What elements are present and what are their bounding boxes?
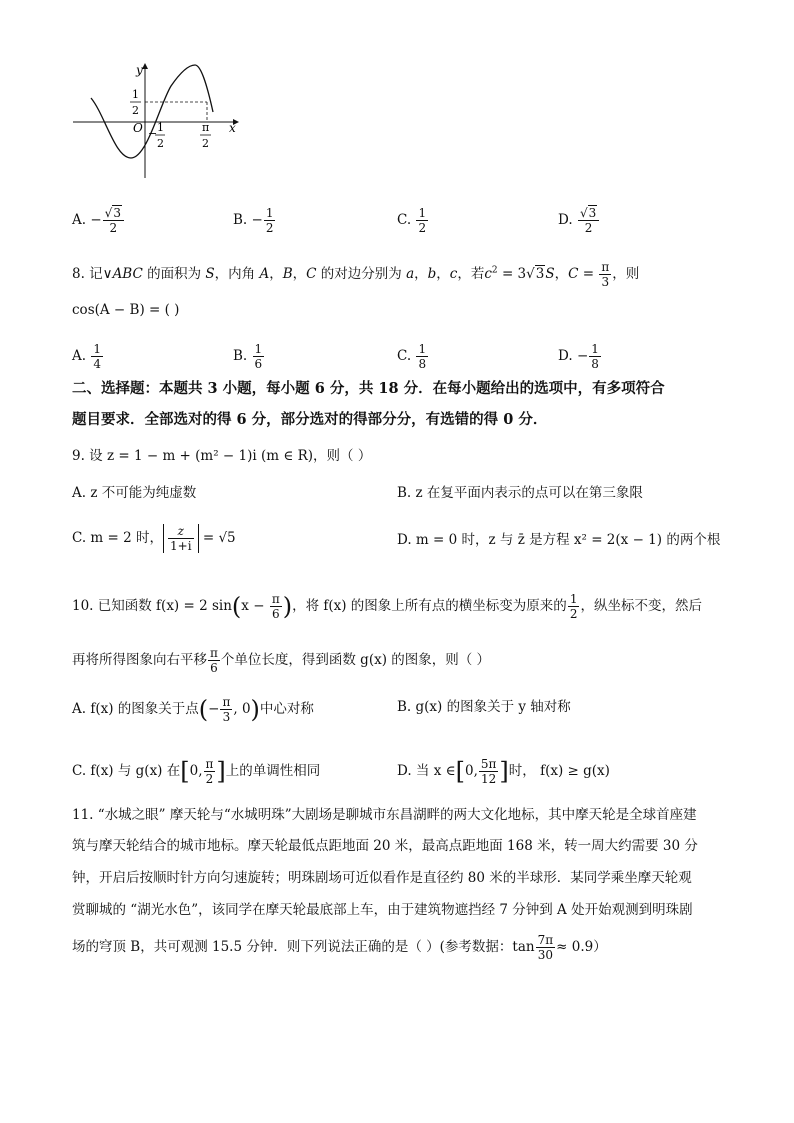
option-letter: A. — [72, 212, 87, 228]
section2-heading-line1: 二、选择题：本题共 3 小题，每小题 6 分，共 18 分．在每小题给出的选项中，有多项符合 — [72, 380, 665, 397]
y-axis-arrow — [142, 63, 148, 69]
q9-stem: 9. 设 z = 1 − m + (m² − 1)i (m ∈ R)，则（ ） — [72, 448, 372, 464]
q10-stem-line1: 10. 已知函数 f(x) = 2 sin(x − $\frac{\pi}{6}$ )，将 f(x) 的图象上所有点的横坐标变为原来的 $\frac{1}{2}$ ，纵坐标不变，然后 — [72, 592, 702, 621]
q10-option-b[interactable]: B. g(x) 的图象关于 y 轴对称 — [397, 699, 571, 715]
origin-label: O — [133, 121, 143, 135]
q7-option-d[interactable]: D. $\frac{√3}{2}$ — [558, 206, 600, 235]
q11-line3: 钟，开启后按顺时针方向匀速旋转；明珠剧场可近似看作是直径约 80 米的半球形．某同学乘坐摩天轮观 — [72, 870, 692, 886]
q9-option-b[interactable]: B. z 在复平面内表示的点可以在第三象限 — [397, 485, 643, 501]
q8-option-b[interactable]: B. $\frac{1}{6}$ — [233, 342, 263, 371]
q11-line5: 场的穹顶 B，共可观测 15.5 分钟．则下列说法正确的是（ ）(参考数据：tan $\frac{7\pi}{30}$ ≈ 0.9） — [72, 933, 607, 962]
q9-option-a[interactable]: A. z 不可能为纯虚数 — [72, 485, 197, 501]
q8-stem-line2: cos(A − B) = ( ) — [72, 302, 180, 318]
q8-stem: 8. 记∨ABC 的面积为 S，内角 A，B，C 的对边分别为 a，b，c，若$c^2 = 3√3S$，C = $\frac{\pi}{3}$ ，则 — [72, 260, 640, 289]
q11-line2: 筑与摩天轮结合的城市地标。摩天轮最低点距地面 20 米，最高点距地面 168 米，转一周大约需要 30 分 — [72, 838, 698, 854]
y-axis-label: y — [136, 63, 143, 77]
y-tick-num: 1 — [132, 88, 139, 101]
q10-option-a[interactable]: A. f(x) 的图象关于点(− $\frac{\pi}{3}$ , 0)中心对称 — [72, 695, 314, 724]
q10-option-d[interactable]: D. 当 x ∈[0, $\frac{5\pi}{12}$ ]时， f(x) ≥ g(x) — [397, 757, 610, 786]
option-letter: D. — [558, 212, 573, 228]
section2-heading-line2: 题目要求．全部选对的得 6 分，部分选对的得部分分，有选错的得 0 分． — [72, 411, 548, 428]
sine-graph — [65, 60, 265, 180]
y-tick-den: 2 — [132, 104, 139, 117]
x-tick-pos-den: 2 — [202, 137, 209, 150]
q9-option-c[interactable]: C. m = 2 时， $\frac{z}{1+i}$ = √5 — [72, 524, 236, 553]
q8-option-d[interactable]: D. − $\frac{1}{8}$ — [558, 342, 599, 371]
x-axis-label: x — [229, 121, 236, 135]
x-tick-pos-num: π — [202, 121, 210, 134]
q7-option-a[interactable]: A. − $\frac{√3}{2}$ — [72, 206, 125, 235]
q10-option-c[interactable]: C. f(x) 与 g(x) 在[0, $\frac{\pi}{2}$ ]上的单调性相同 — [72, 757, 321, 786]
q9-option-d[interactable]: D. m = 0 时，z 与 z̄ 是方程 x² = 2(x − 1) 的两个根 — [397, 532, 721, 548]
q8-option-a[interactable]: A. $\frac{1}{4}$ — [72, 342, 101, 371]
q11-line1: 11. “水城之眼” 摩天轮与“水城明珠”大剧场是聊城市东昌湖畔的两大文化地标，其中摩天轮是全球首座建 — [72, 807, 697, 823]
x-tick-neg-sign: − — [148, 127, 158, 140]
q8-option-c[interactable]: C. $\frac{1}{8}$ — [397, 342, 427, 371]
option-letter: C. — [397, 212, 412, 228]
option-letter: B. — [233, 212, 248, 228]
q10-stem-line2: 再将所得图象向右平移 $\frac{\pi}{6}$ 个单位长度，得到函数 g(x) 的图象，则（ ） — [72, 646, 491, 675]
x-tick-neg-num: 1 — [157, 121, 164, 134]
q7-option-b[interactable]: B. − $\frac{1}{2}$ — [233, 206, 274, 235]
x-tick-neg-den: 2 — [157, 137, 164, 150]
q7-option-c[interactable]: C. $\frac{1}{2}$ — [397, 206, 427, 235]
q11-line4: 赏聊城的 “湖光水色”，该同学在摩天轮最底部上车，由于建筑物遮挡经 7 分钟到 A 处开始观测到明珠剧 — [72, 902, 693, 918]
sine-curve — [91, 65, 213, 158]
